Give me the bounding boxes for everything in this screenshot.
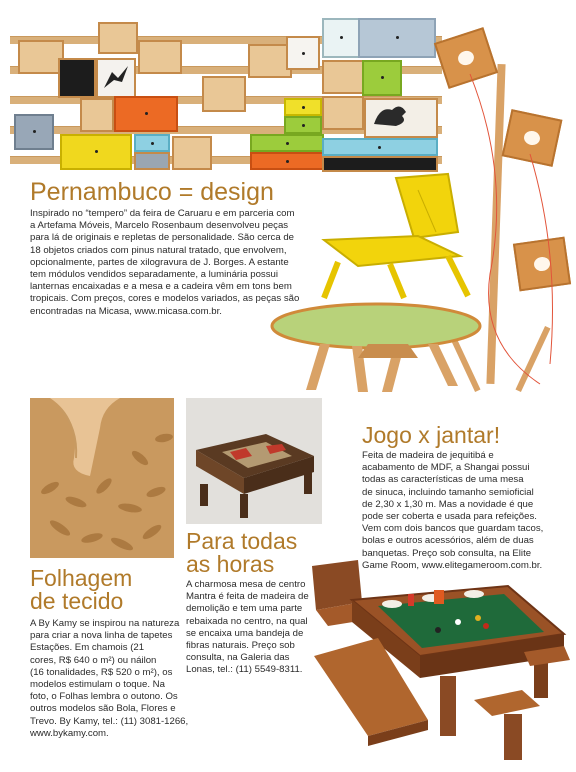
text-line: Vem com dois bancos que guardam tacos, — [362, 523, 544, 535]
horas-headline-line2: as horas — [186, 551, 275, 577]
text-line: Lonas, tel.: (11) 5549-8311. — [186, 664, 303, 676]
jogo-body — [362, 450, 562, 572]
pernambuco-headline: Pernambuco = design — [30, 178, 274, 206]
text-line: banquetas. Preço sob consulta, na Elite — [362, 547, 532, 559]
text-line: www.bykamy.com. — [30, 727, 109, 739]
text-line: rebaixada no centro, na qual — [186, 615, 308, 627]
text-line: 18 objetos criados com pinus natural tratado, que envolvem, — [30, 244, 287, 256]
shelf-photo — [10, 14, 442, 174]
text-line: A charmosa mesa de centro — [186, 579, 306, 590]
text-line: acabamento de MDF, a Shangai possui — [362, 462, 530, 474]
text-line: opcionalmente, partes de xilogravura de J. Borges. A estante — [30, 256, 289, 268]
pernambuco-body — [30, 208, 330, 318]
text-line: para lá de originais e repletas de personalidade. São cerca de — [30, 232, 295, 244]
text-line: para criar a nova linha de tapetes — [30, 630, 173, 642]
text-line: Mantra é feita de madeira de — [186, 591, 309, 603]
text-line: de sinuca, incluindo tamanho semioficial — [362, 486, 534, 498]
folhagem-body — [30, 618, 190, 740]
horas-body — [186, 579, 326, 677]
text-line: tem módulos vendidos separadamente, a luminária possui — [30, 269, 278, 281]
text-line: de 2,30 x 1,30 m. Mas a novidade é que — [362, 498, 534, 510]
chair-photo — [318, 172, 478, 302]
text-line: cores, R$ 640 o m²) ou náilon — [30, 654, 157, 666]
text-line: bolas e outros acessórios, além de duas — [362, 535, 534, 547]
text-line: tropicais. Com preços, cores e modelos variados, as peças são — [30, 293, 300, 305]
text-line: demolição e tem uma parte — [186, 603, 303, 615]
horas-headline-line1: Para todas — [186, 528, 298, 554]
text-line: fibras naturais. Preço sob — [186, 640, 295, 652]
text-line: Game Room, www.elitegameroom.com.br. — [362, 559, 543, 571]
folhagem-headline-line1: Folhagem — [30, 565, 133, 591]
jogo-headline: Jogo x jantar! — [362, 422, 501, 448]
rug-photo — [30, 398, 174, 558]
text-line: todas as características de uma mesa — [362, 474, 524, 486]
text-line: foto, o Folhas lembra o outono. Os — [30, 691, 178, 703]
text-line: outros modelos são Bola, Flores e — [30, 703, 176, 715]
text-line: Trevo. By Kamy, tel.: (11) 3081-1266, — [30, 715, 189, 727]
text-line: Inspirado no “tempero” da feira de Caruaru e em parceria com — [30, 208, 295, 219]
woodcut-bird-icon — [98, 60, 134, 96]
text-line: pode ser coberta e usada para refeições. — [362, 511, 537, 523]
pool-table-photo — [308, 560, 570, 766]
text-line: (16 tonalidades, R$ 520 o m²), os — [30, 666, 173, 678]
text-line: encontradas na Micasa, www.micasa.com.br. — [30, 305, 222, 317]
text-line: Estações. Em chamois (21 — [30, 642, 145, 654]
text-line: lanternas encaixadas e a mesa e a cadeira vêm em tons bem — [30, 281, 292, 293]
coffee-table-photo — [186, 398, 322, 524]
text-line: a Artefama Móveis, Marcelo Rosenbaum desenvolveu peças — [30, 220, 289, 232]
text-line: modelos estimulam o toque. Na — [30, 679, 165, 691]
text-line: consulta, na Galeria das — [186, 652, 290, 664]
text-line: A By Kamy se inspirou na natureza — [30, 618, 180, 629]
text-line: se encaixa uma bandeja de — [186, 627, 304, 639]
text-line: Feita de madeira de jequitibá e — [362, 450, 494, 461]
folhagem-headline-line2: de tecido — [30, 588, 124, 614]
woodcut-rooster-icon — [366, 100, 416, 130]
